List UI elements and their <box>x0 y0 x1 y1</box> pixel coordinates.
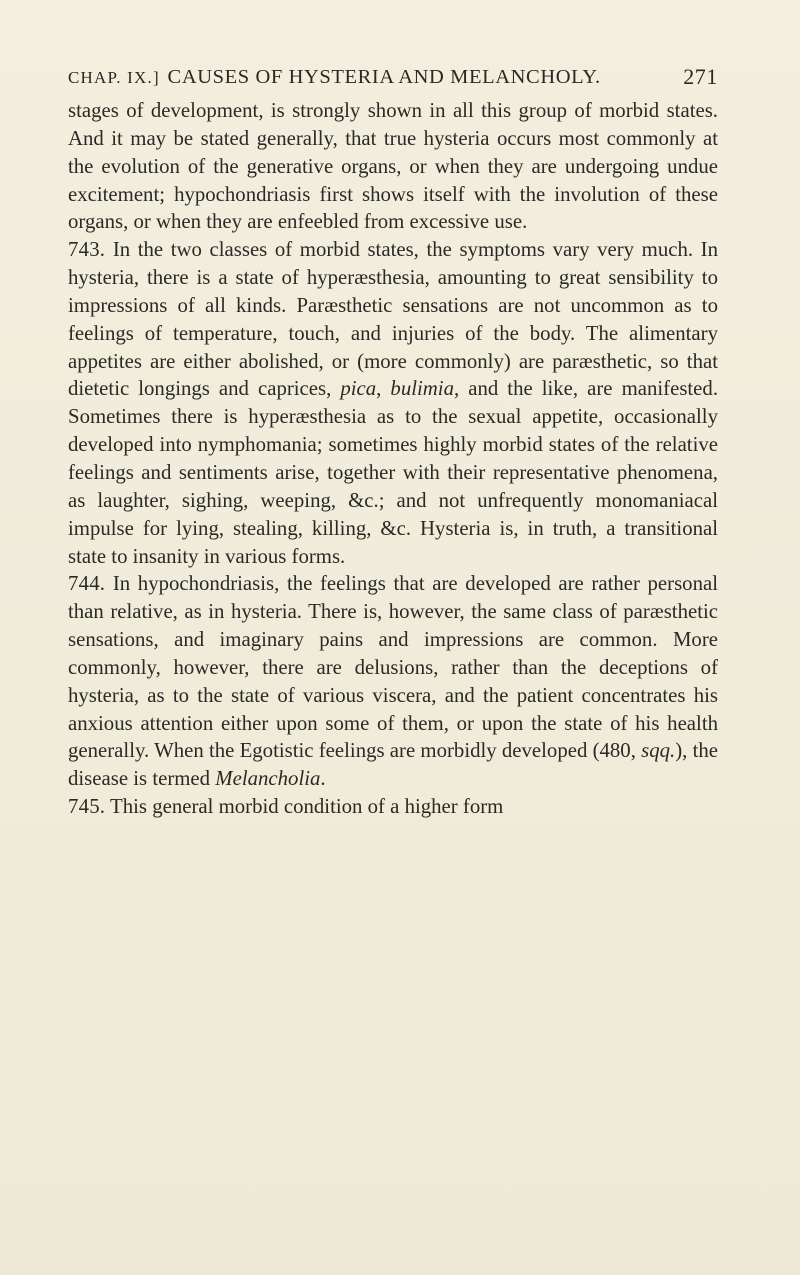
page-number: 271 <box>683 64 718 89</box>
body-text <box>68 97 718 821</box>
paragraph-744-text-b: ), the disease is termed <box>68 739 718 791</box>
paragraph-745 <box>68 793 718 821</box>
section-number-743: 743. <box>68 238 106 262</box>
term-pica: pica <box>340 377 377 401</box>
chapter-label: CHAP. IX.] <box>68 68 160 87</box>
paragraph-743-sep: , <box>376 377 382 401</box>
term-sqq: sqq. <box>641 739 676 763</box>
term-bulimia: bulimia <box>390 377 454 401</box>
paragraph-intro: stages of development, is strongly shown in all this group of morbid states. And it may be stated generally, that true hysteria occurs most commonly at the evolution of the generative organs, or when they are undergoing undue excitement; hypochondriasis first shows itself with the involution of these organs, or when they are enfeebled from excessive use. <box>68 99 718 234</box>
paragraph-743-text-a: In the two classes of morbid states, the symptoms vary very much. In hysteria, there is a state of hyperæsthesia, amounting to great sensibility to impressions of all kinds. Paræsthetic sensations are not uncommon as to feelings of temperature, touch, and injuries of the body. The alimentary appetites are either abolished, or (more commonly) are paræsthetic, so that dietetic longings and caprices, <box>68 238 718 401</box>
paragraph-743-text-b: , and the like, are manifested. Sometimes there is hyperæsthesia as to the sexual appetite, occasionally developed into nymphomania; sometimes highly morbid states of the relative feelings and sentiments arise, together with their representative phenomena, as laughter, sighing, weeping, &c.; and not unfrequently monomaniacal impulse for lying, stealing, killing, &c. Hysteria is, in truth, a transitional state to insanity in various forms. <box>68 377 719 568</box>
paragraph-744 <box>68 570 718 793</box>
running-head <box>68 64 718 89</box>
paragraph-743 <box>68 236 718 570</box>
term-melancholia: Melancholia <box>215 767 321 791</box>
paragraph-744-text-a: In hypochondriasis, the feelings that are developed are rather personal than relative, as in hysteria. There is, however, the same class of paræsthetic sensations, and imaginary pains and impressions are common. More commonly, however, there are delusions, rather than the deceptions of hysteria, as to the state of various viscera, and the patient concentrates his anxious attention either upon some of them, or upon the state of his health generally. When the Egotistic feelings are morbidly developed (480, <box>68 572 718 763</box>
section-number-745: 745. <box>68 795 106 819</box>
running-title: CAUSES OF HYSTERIA AND MELANCHOLY. <box>167 66 601 88</box>
paragraph-745-text-a: This general morbid condition of a higher form <box>110 795 504 819</box>
paragraph-744-text-c: . <box>320 767 326 791</box>
section-number-744: 744. <box>68 572 106 596</box>
